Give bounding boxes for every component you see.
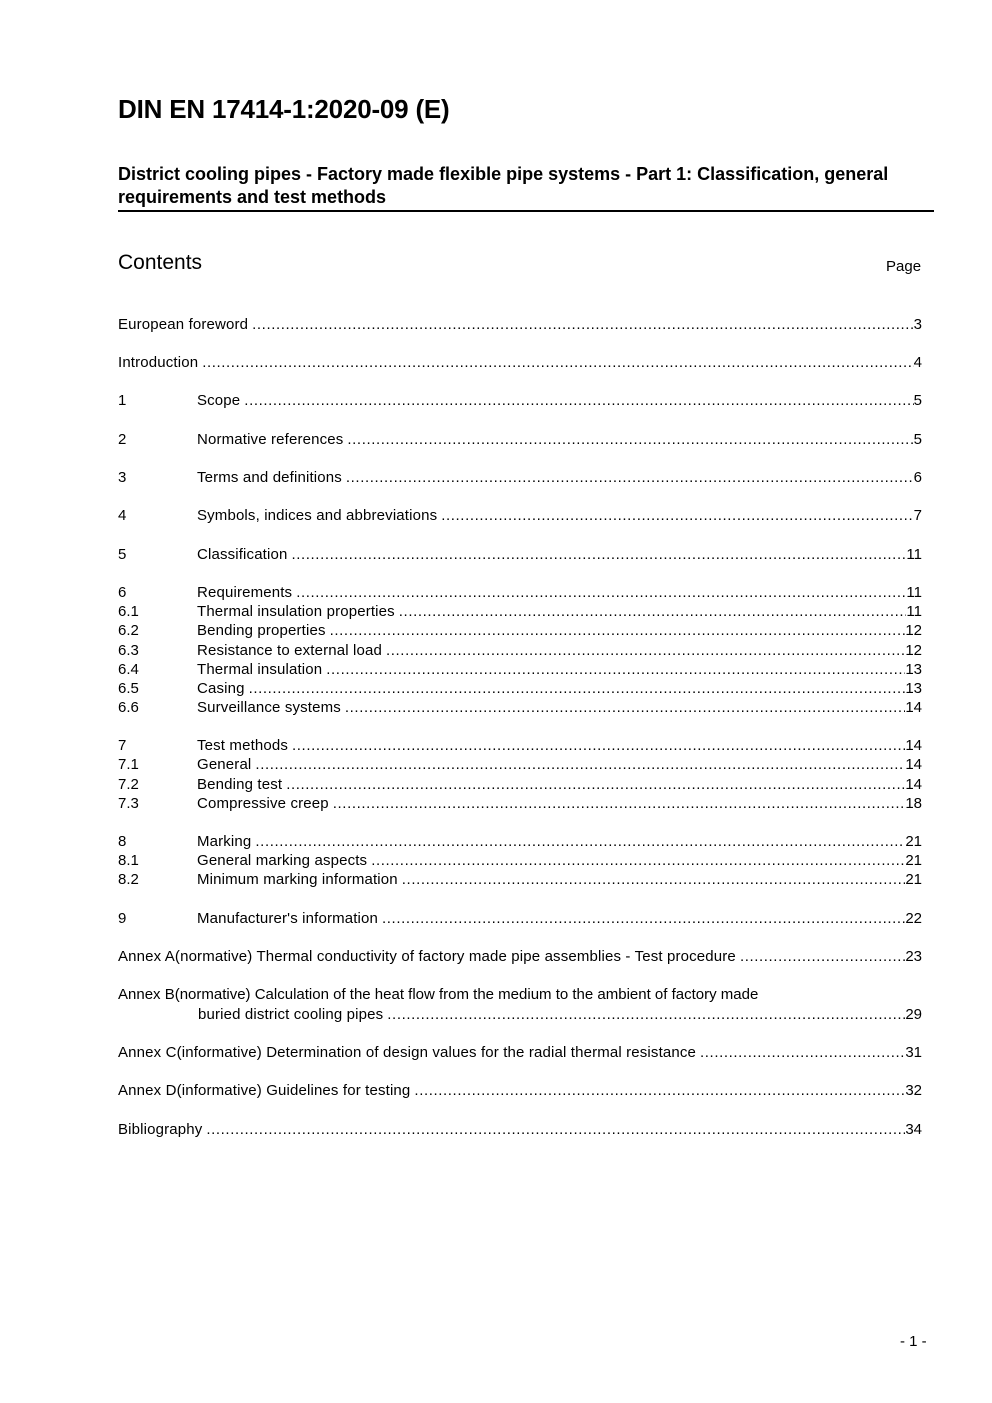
dot-leader — [387, 1005, 905, 1024]
toc-entry-number: 8.2 — [118, 871, 139, 888]
toc-entry-6[interactable] — [118, 583, 922, 602]
toc-entry-title: Annex B(normative) Calculation of the heat flow from the medium to the ambient of factory made — [118, 986, 759, 1003]
dot-leader — [206, 1120, 905, 1139]
toc-entry-number: 5 — [118, 546, 127, 563]
toc-entry-title: Casing — [197, 680, 245, 697]
toc-entry-title: Compressive creep — [197, 795, 329, 812]
toc-entry-6-4[interactable] — [118, 660, 922, 679]
toc-entry-6-6[interactable] — [118, 698, 922, 717]
toc-entry-page: 22 — [905, 910, 922, 927]
toc-entry-8[interactable] — [118, 832, 922, 851]
toc-entry-title: European foreword — [118, 316, 249, 333]
toc-entry-page: 13 — [905, 661, 922, 678]
toc-entry-number: 7.2 — [118, 776, 139, 793]
toc-entry-page: 32 — [905, 1082, 922, 1099]
toc-entry-european-foreword[interactable] — [118, 315, 922, 334]
toc-entry-title: General marking aspects — [197, 852, 368, 869]
toc-entry-page: 11 — [906, 546, 922, 563]
page-column-label: Page — [886, 258, 922, 275]
toc-entry-title: Annex D(informative) Guidelines for testing — [118, 1082, 411, 1099]
toc-entry-page: 13 — [905, 680, 922, 697]
toc-entry-title: Annex C(informative) Determination of design values for the radial thermal resistance — [118, 1044, 697, 1061]
toc-entry-5[interactable] — [118, 545, 922, 564]
toc-entry-number: 6.6 — [118, 699, 139, 716]
dot-leader — [386, 641, 905, 660]
toc-entry-title: Terms and definitions — [197, 469, 342, 486]
dot-leader — [326, 660, 905, 679]
dot-leader — [399, 602, 907, 621]
dot-leader — [345, 698, 905, 717]
toc-entry-page: 23 — [905, 948, 922, 965]
toc-entry-page: 12 — [905, 642, 922, 659]
toc-entry-7-3[interactable] — [118, 794, 922, 813]
toc-entry-7-1[interactable] — [118, 755, 922, 774]
toc-entry-page: 11 — [906, 584, 922, 601]
toc-entry-title: Introduction — [118, 354, 199, 371]
document-id: DIN EN 17414-1:2020-09 (E) — [118, 94, 450, 124]
toc-entry-title-continuation-line — [118, 1005, 922, 1024]
toc-entry-title-continuation: buried district cooling pipes — [198, 1006, 384, 1023]
dot-leader — [244, 391, 913, 410]
toc-entry-page: 11 — [906, 603, 922, 620]
toc-entry-title: Manufacturer's information — [197, 910, 379, 927]
toc-entry-number: 4 — [118, 507, 127, 524]
toc-entry-number: 9 — [118, 910, 127, 927]
toc-entry-4[interactable] — [118, 506, 922, 525]
toc-entry-number: 8.1 — [118, 852, 139, 869]
toc-entry-title: Bending properties — [197, 622, 326, 639]
title-rule — [118, 210, 934, 212]
toc-entry-page: 31 — [905, 1044, 922, 1061]
dot-leader — [296, 583, 906, 602]
toc-entry-page: 14 — [905, 776, 922, 793]
dot-leader — [286, 775, 905, 794]
toc-entry-title: Thermal insulation — [197, 661, 323, 678]
toc-entry-number: 8 — [118, 833, 127, 850]
toc-entry-8-2[interactable] — [118, 870, 922, 889]
toc-entry-page: 14 — [905, 737, 922, 754]
dot-leader — [292, 736, 905, 755]
toc-entry-6-5[interactable] — [118, 679, 922, 698]
toc-entry-title: General — [197, 756, 252, 773]
dot-leader — [346, 468, 914, 487]
toc-entry-page: 21 — [905, 833, 922, 850]
toc-entry-2[interactable] — [118, 430, 922, 449]
contents-heading: Contents — [118, 251, 203, 274]
dot-leader — [255, 832, 905, 851]
toc-entry-page: 18 — [905, 795, 922, 812]
page-number: - 1 - — [900, 1333, 927, 1350]
toc-entry-page: 34 — [905, 1121, 922, 1138]
dot-leader — [441, 506, 913, 525]
toc-entry-page: 5 — [913, 431, 922, 448]
toc-entry-title: Resistance to external load — [197, 642, 382, 659]
toc-entry-bibliography[interactable] — [118, 1120, 922, 1139]
dot-leader — [333, 794, 906, 813]
dot-leader — [255, 755, 905, 774]
dot-leader — [740, 947, 905, 966]
dot-leader — [330, 621, 906, 640]
toc-entry-number: 6.5 — [118, 680, 139, 697]
toc-entry-page: 29 — [905, 1006, 922, 1023]
toc-entry-title: Symbols, indices and abbreviations — [197, 507, 438, 524]
toc-entry-number: 6.2 — [118, 622, 139, 639]
toc-entry-title: Bibliography — [118, 1121, 203, 1138]
toc-entry-title: Thermal insulation properties — [197, 603, 395, 620]
dot-leader — [252, 315, 914, 334]
toc-entry-number: 7.1 — [118, 756, 139, 773]
document-title: District cooling pipes - Factory made flexible pipe systems - Part 1: Classification, general requirements and test methods — [118, 164, 889, 207]
toc-entry-6-2[interactable] — [118, 621, 922, 640]
toc-entry-title: Minimum marking information — [197, 871, 398, 888]
toc-entry-annex-b[interactable] — [118, 985, 922, 1025]
toc-entry-9[interactable] — [118, 909, 922, 928]
toc-entry-title: Bending test — [197, 776, 283, 793]
toc-entry-title: Annex A(normative) Thermal conductivity of factory made pipe assemblies - Test procedure — [118, 948, 736, 965]
toc-entry-title: Marking — [197, 833, 252, 850]
toc-entry-number: 6.4 — [118, 661, 139, 678]
toc-entry-page: 21 — [905, 871, 922, 888]
toc-entry-number: 7 — [118, 737, 127, 754]
toc-entry-number: 2 — [118, 431, 127, 448]
toc-entry-6-1[interactable] — [118, 602, 922, 621]
toc-entry-annex-c[interactable] — [118, 1043, 922, 1062]
toc-entry-page: 6 — [913, 469, 922, 486]
toc-entry-title: Normative references — [197, 431, 344, 448]
toc-entry-annex-a[interactable] — [118, 947, 922, 966]
dot-leader — [402, 870, 906, 889]
toc-entry-introduction[interactable] — [118, 353, 922, 372]
toc-entry-8-1[interactable] — [118, 851, 922, 870]
toc-entry-number: 1 — [118, 392, 127, 409]
toc-entry-title: Classification — [197, 546, 288, 563]
toc-entry-7[interactable] — [118, 736, 922, 755]
toc-entry-page: 3 — [913, 316, 922, 333]
toc-entry-annex-d[interactable] — [118, 1081, 922, 1100]
dot-leader — [249, 679, 906, 698]
dot-leader — [371, 851, 905, 870]
toc-entry-page: 12 — [905, 622, 922, 639]
toc-entry-title: Surveillance systems — [197, 699, 341, 716]
toc-entry-page: 4 — [913, 354, 922, 371]
toc-entry-page: 14 — [905, 756, 922, 773]
toc-entry-number: 7.3 — [118, 795, 139, 812]
toc-entry-page: 14 — [905, 699, 922, 716]
toc-entry-3[interactable] — [118, 468, 922, 487]
dot-leader — [291, 545, 906, 564]
toc-entry-title: Requirements — [197, 584, 293, 601]
toc-entry-title: Scope — [197, 392, 241, 409]
toc-entry-6-3[interactable] — [118, 641, 922, 660]
toc-entry-number: 6 — [118, 584, 127, 601]
toc-entry-7-2[interactable] — [118, 775, 922, 794]
dot-leader — [202, 353, 913, 372]
toc-entry-page: 7 — [913, 507, 922, 524]
dot-leader — [700, 1043, 905, 1062]
toc-entry-title: Test methods — [197, 737, 289, 754]
toc-entry-number: 6.3 — [118, 642, 139, 659]
toc-entry-1[interactable] — [118, 391, 922, 410]
toc-entry-page: 21 — [905, 852, 922, 869]
toc-entry-number: 6.1 — [118, 603, 139, 620]
dot-leader — [414, 1081, 905, 1100]
dot-leader — [347, 430, 913, 449]
toc-entry-page: 5 — [913, 392, 922, 409]
toc-entry-number: 3 — [118, 469, 127, 486]
dot-leader — [382, 909, 905, 928]
